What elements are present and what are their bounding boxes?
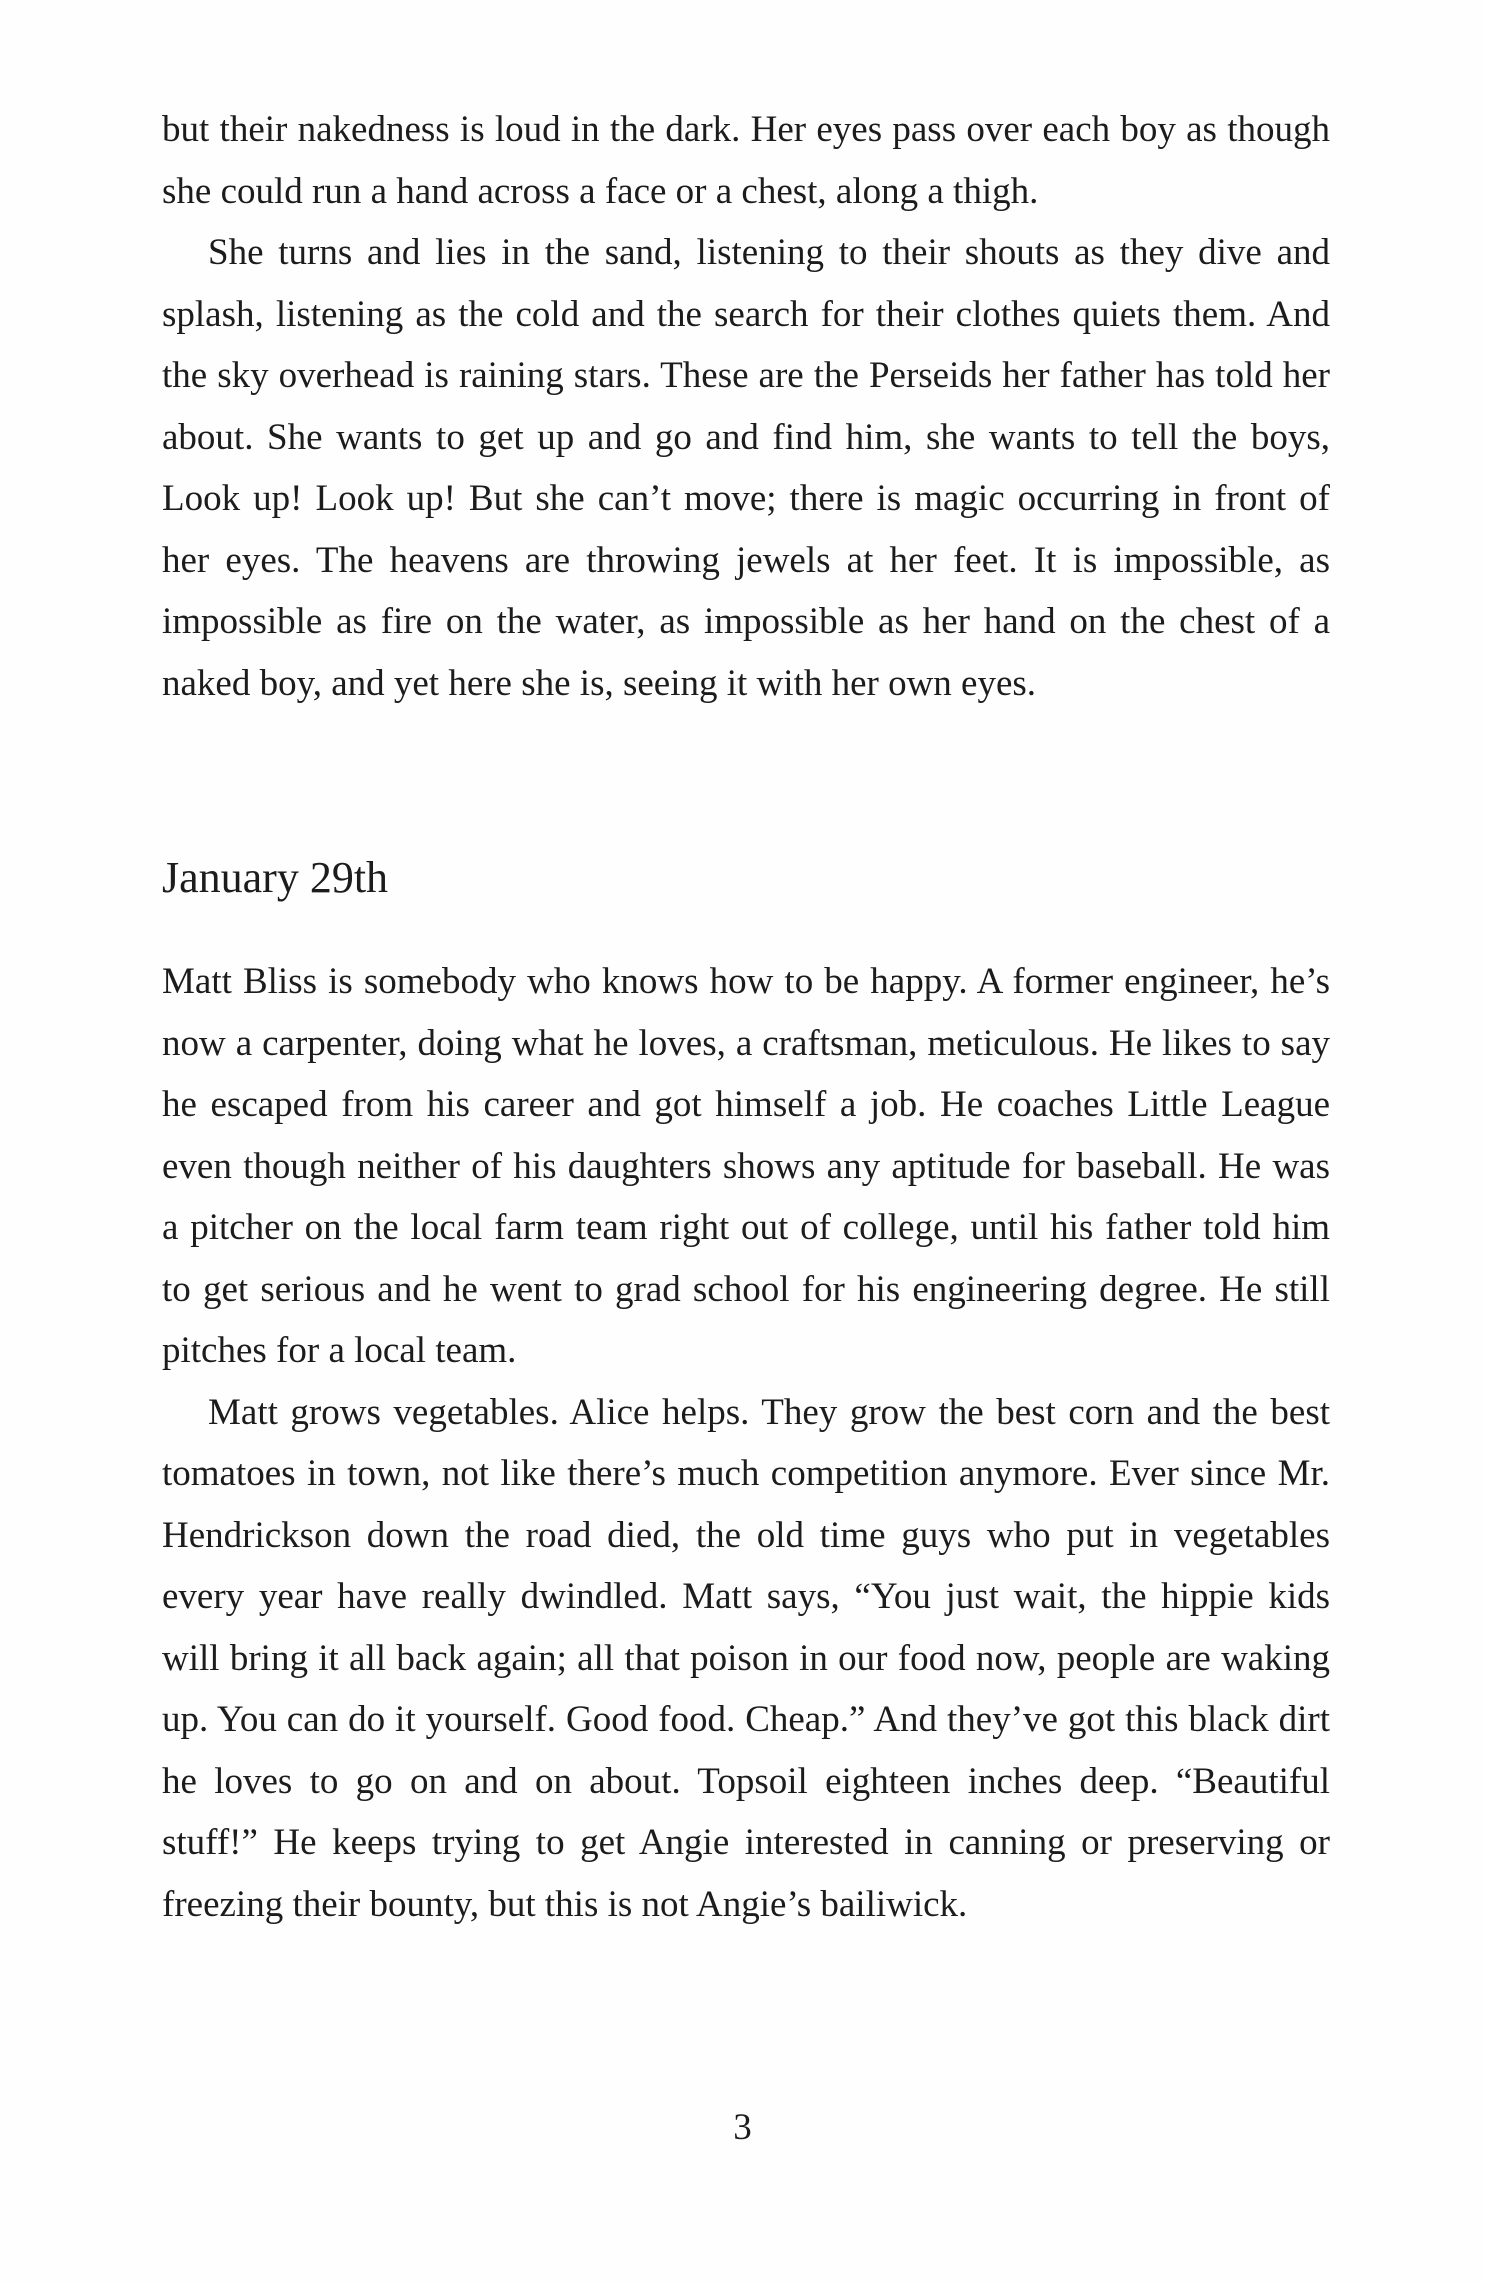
continuation-text — [162, 99, 1330, 714]
page-number: 3 — [733, 2107, 752, 2148]
paragraph: but their nakedness is loud in the dark. Her eyes pass over each boy as though she could run a hand across a face or a chest, along a thigh. — [162, 109, 1330, 212]
paragraph: Matt grows vegetables. Alice helps. They grow the best corn and the best tomatoes in town, not like there’s much competition anymore. Ever since Mr. Hendrickson down the road died, the old time guys who put in vegetables every year have really dwindled. Matt says, “You just wait, the hippie kids will bring it all back again; all that poison in our food now, people are waking up. You can do it yourself. Good food. Cheap.” And they’ve got this black dirt he loves to go on and on about. Topsoil eighteen inches deep. “Beautiful stuff!” He keeps trying to get Angie interested in canning or preserving or freezing their bounty, but this is not Angie’s bailiwick. — [162, 1391, 1330, 1925]
section-heading: January 29th — [162, 853, 389, 902]
paragraph: She turns and lies in the sand, listening to their shouts as they dive and splash, listening as the cold and the search for their clothes quiets them. And the sky overhead is raining stars. These are the Perseids her father has told her about. She wants to get up and go and find him, she wants to tell the boys, Look up! Look up! But she can’t move; there is magic occurring in front of her eyes. The heavens are throwing jewels at her feet. It is impossible, as impossible as fire on the water, as impossible as her hand on the chest of a naked boy, and yet here she is, seeing it with her own eyes. — [162, 232, 1330, 704]
section-body — [162, 951, 1330, 1935]
paragraph: Matt Bliss is somebody who knows how to be happy. A former engineer, he’s now a carpenter, doing what he loves, a craftsman, meticulous. He likes to say he escaped from his career and got himself a job. He coaches Little League even though neither of his daughters shows any aptitude for baseball. He was a pitcher on the local farm team right out of college, until his father told him to get serious and he went to grad school for his engineering degree. He still pitches for a local team. — [162, 961, 1330, 1371]
